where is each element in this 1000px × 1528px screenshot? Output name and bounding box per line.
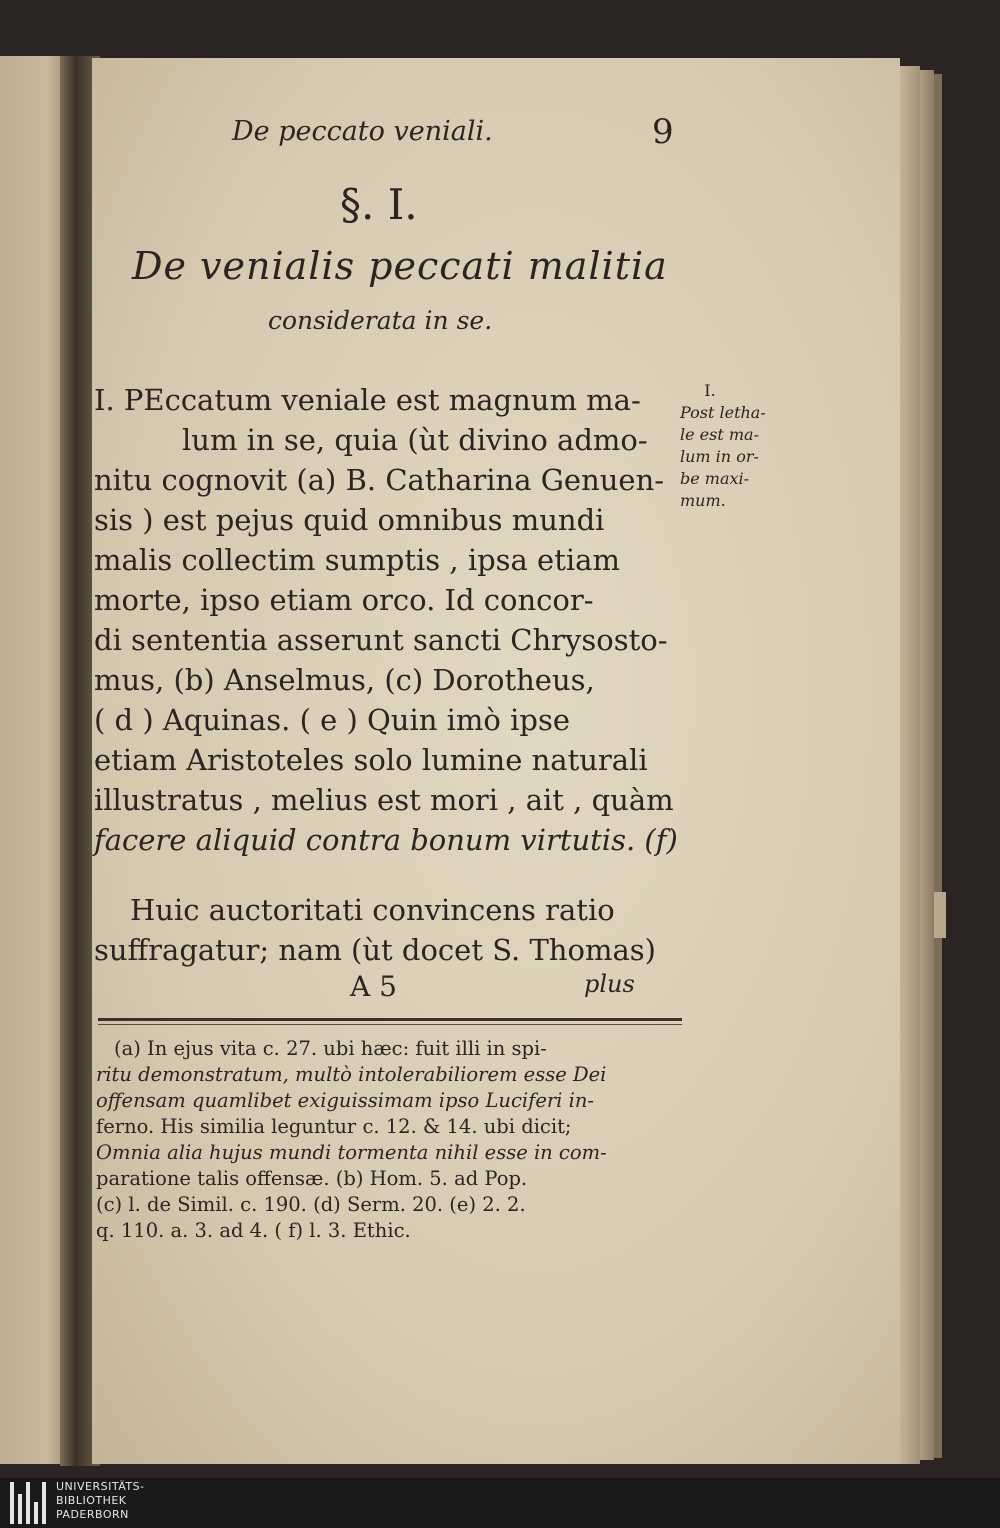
marginal-note — [680, 380, 790, 512]
text-line: mus, (b) Anselmus, (c) Dorotheus, — [94, 663, 595, 697]
footnote-line: (a) In ejus vita c. 27. ubi hæc: fuit illi in spi- — [114, 1037, 547, 1060]
text-line: ( d ) Aquinas. ( e ) Quin imò ipse — [94, 703, 570, 737]
marginal-note-line: lum in or- — [680, 447, 759, 466]
chapter-title: De venialis peccati malitia — [132, 244, 668, 288]
text-line: Huic auctoritati convincens ratio — [130, 893, 615, 927]
library-footer — [0, 1478, 1000, 1528]
marginal-note-line: Post letha- — [680, 403, 766, 422]
catchword: plus — [584, 970, 635, 998]
text-line: sis ) est pejus quid omnibus mundi — [94, 503, 605, 537]
library-name-line: PADERBORN — [56, 1508, 129, 1521]
footnote-line: paratione talis offensæ. (b) Hom. 5. ad Pop. — [96, 1167, 528, 1190]
footnote-line: (c) l. de Simil. c. 190. (d) Serm. 20. (e) 2. 2. — [96, 1193, 526, 1216]
footnotes — [96, 1036, 686, 1244]
text-line: nitu cognovit (a) B. Catharina Genuen- — [94, 463, 665, 497]
page-stack-edge — [898, 66, 920, 1464]
text-line: lum in se, quia (ùt divino admo- — [182, 423, 648, 457]
page-stack-edge — [918, 70, 934, 1460]
footnote-rule — [98, 1018, 682, 1021]
library-logo-icon — [10, 1482, 50, 1524]
paragraph-1 — [94, 380, 678, 860]
text-line: I. PEccatum veniale est magnum ma- — [94, 383, 641, 417]
signature-mark: A 5 — [350, 970, 397, 1003]
marginal-note-line: be maxi- — [680, 469, 750, 488]
marginal-note-line: le est ma- — [680, 425, 759, 444]
paragraph-2 — [94, 890, 674, 970]
text-line: illustratus , melius est mori , ait , quàm — [94, 783, 674, 817]
footnote-line: ritu demonstratum, multò intolerabiliorem esse Dei — [96, 1063, 607, 1086]
library-name — [56, 1480, 145, 1522]
footnote-line: q. 110. a. 3. ad 4. ( f) l. 3. Ethic. — [96, 1219, 411, 1242]
running-head: De peccato veniali. — [232, 116, 493, 147]
library-name-line: UNIVERSITÄTS- — [56, 1480, 145, 1493]
text-line: facere aliquid contra bonum virtutis. (f) — [94, 823, 678, 857]
text-line: morte, ipso etiam orco. Id concor- — [94, 583, 594, 617]
marginal-note-line: mum. — [680, 491, 726, 510]
marginal-note-line: I. — [704, 381, 716, 400]
library-name-line: BIBLIOTHEK — [56, 1494, 127, 1507]
page-number: 9 — [652, 112, 674, 152]
footnote-line: offensam quamlibet exiguissimam ipso Luciferi in- — [96, 1089, 595, 1112]
page-tab-marker — [934, 892, 946, 938]
footnote-line: ferno. His similia leguntur c. 12. & 14. ubi dicit; — [96, 1115, 572, 1138]
text-line: etiam Aristoteles solo lumine naturali — [94, 743, 648, 777]
section-mark: §. I. — [340, 180, 418, 229]
text-line: malis collectim sumptis , ipsa etiam — [94, 543, 620, 577]
chapter-subtitle: considerata in se. — [268, 306, 493, 335]
footnote-rule — [98, 1024, 682, 1025]
text-line: suffragatur; nam (ùt docet S. Thomas) — [94, 933, 656, 967]
text-line: di sententia asserunt sancti Chrysosto- — [94, 623, 668, 657]
footnote-line: Omnia alia hujus mundi tormenta nihil esse in com- — [96, 1141, 607, 1164]
